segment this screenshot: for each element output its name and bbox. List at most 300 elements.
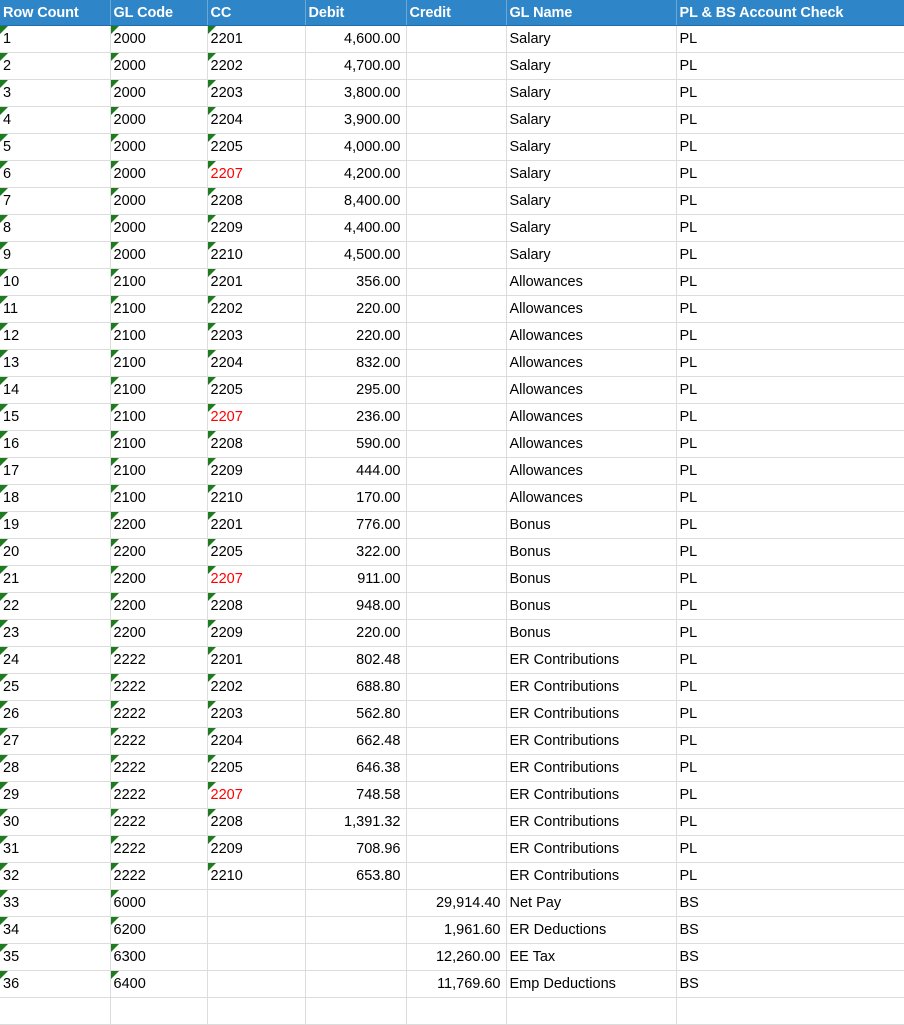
cell-gl-name[interactable]: ER Contributions [506,809,676,836]
cell-debit[interactable]: 832.00 [305,350,406,377]
cell-row-count[interactable]: 27 [0,728,110,755]
cell-row-count[interactable]: 23 [0,620,110,647]
cell-gl-name[interactable]: Bonus [506,620,676,647]
cell-credit[interactable] [406,26,506,53]
table-row[interactable] [0,917,904,944]
cell-credit[interactable] [406,782,506,809]
cell-row-count[interactable]: 34 [0,917,110,944]
cell-gl-code[interactable]: 2222 [110,755,207,782]
cell-pl-bs-account-check[interactable]: PL [676,512,904,539]
table-row[interactable] [0,593,904,620]
cell-cc[interactable]: 2210 [207,242,305,269]
cell-gl-name[interactable]: ER Contributions [506,755,676,782]
cell-gl-name[interactable]: ER Contributions [506,728,676,755]
table-row[interactable] [0,107,904,134]
cell-credit[interactable] [406,701,506,728]
cell-pl-bs-account-check[interactable]: PL [676,485,904,512]
cell-credit[interactable] [406,593,506,620]
cell-pl-bs-account-check[interactable]: PL [676,620,904,647]
cell-debit[interactable] [305,944,406,971]
cell-gl-name[interactable]: Allowances [506,350,676,377]
cell-credit[interactable] [406,377,506,404]
cell-empty[interactable] [110,998,207,1025]
cell-credit[interactable] [406,674,506,701]
table-row[interactable] [0,431,904,458]
cell-debit[interactable]: 590.00 [305,431,406,458]
cell-row-count[interactable]: 7 [0,188,110,215]
cell-debit[interactable]: 444.00 [305,458,406,485]
cell-empty[interactable] [676,998,904,1025]
column-header-pl-bs-account-check[interactable]: PL & BS Account Check [676,0,904,26]
cell-gl-name[interactable]: ER Contributions [506,647,676,674]
cell-pl-bs-account-check[interactable]: PL [676,647,904,674]
cell-row-count[interactable]: 9 [0,242,110,269]
cell-row-count[interactable]: 33 [0,890,110,917]
cell-debit[interactable]: 4,500.00 [305,242,406,269]
cell-pl-bs-account-check[interactable]: PL [676,215,904,242]
cell-gl-name[interactable]: Allowances [506,404,676,431]
cell-gl-code[interactable]: 2200 [110,539,207,566]
cell-row-count[interactable]: 17 [0,458,110,485]
cell-pl-bs-account-check[interactable]: PL [676,809,904,836]
table-row[interactable] [0,404,904,431]
cell-row-count[interactable]: 24 [0,647,110,674]
cell-gl-code[interactable]: 2100 [110,377,207,404]
cell-gl-code[interactable]: 2000 [110,53,207,80]
column-header-gl-name[interactable]: GL Name [506,0,676,26]
cell-gl-name[interactable]: Allowances [506,377,676,404]
cell-credit[interactable] [406,350,506,377]
cell-pl-bs-account-check[interactable]: PL [676,458,904,485]
cell-debit[interactable]: 1,391.32 [305,809,406,836]
cell-credit[interactable] [406,80,506,107]
cell-debit[interactable]: 220.00 [305,323,406,350]
cell-cc[interactable] [207,944,305,971]
cell-cc[interactable]: 2209 [207,458,305,485]
table-row[interactable] [0,80,904,107]
cell-gl-code[interactable]: 2200 [110,512,207,539]
cell-debit[interactable]: 708.96 [305,836,406,863]
cell-gl-name[interactable]: ER Contributions [506,701,676,728]
cell-debit[interactable]: 948.00 [305,593,406,620]
cell-pl-bs-account-check[interactable]: PL [676,674,904,701]
cell-debit[interactable]: 911.00 [305,566,406,593]
cell-credit[interactable] [406,458,506,485]
cell-gl-code[interactable]: 2222 [110,782,207,809]
cell-gl-code[interactable]: 2222 [110,728,207,755]
cell-row-count[interactable]: 36 [0,971,110,998]
cell-cc[interactable]: 2201 [207,26,305,53]
cell-credit[interactable] [406,242,506,269]
cell-debit[interactable]: 4,600.00 [305,26,406,53]
cell-cc[interactable]: 2202 [207,53,305,80]
cell-gl-code[interactable]: 2100 [110,296,207,323]
cell-gl-code[interactable]: 2000 [110,80,207,107]
cell-row-count[interactable]: 18 [0,485,110,512]
cell-gl-code[interactable]: 2222 [110,836,207,863]
cell-gl-code[interactable]: 2200 [110,620,207,647]
cell-row-count[interactable]: 30 [0,809,110,836]
cell-gl-code[interactable]: 2100 [110,323,207,350]
cell-debit[interactable]: 356.00 [305,269,406,296]
cell-gl-code[interactable]: 2000 [110,188,207,215]
cell-gl-code[interactable]: 2200 [110,566,207,593]
cell-row-count[interactable]: 8 [0,215,110,242]
cell-pl-bs-account-check[interactable]: PL [676,431,904,458]
table-row[interactable] [0,377,904,404]
cell-gl-name[interactable]: Salary [506,215,676,242]
cell-gl-name[interactable]: ER Deductions [506,917,676,944]
cell-cc[interactable]: 2210 [207,863,305,890]
cell-debit[interactable]: 776.00 [305,512,406,539]
cell-cc[interactable]: 2208 [207,593,305,620]
cell-pl-bs-account-check[interactable]: PL [676,296,904,323]
cell-row-count[interactable]: 35 [0,944,110,971]
cell-pl-bs-account-check[interactable]: PL [676,539,904,566]
cell-gl-name[interactable]: Salary [506,134,676,161]
cell-gl-name[interactable]: Salary [506,161,676,188]
cell-cc[interactable] [207,890,305,917]
cell-pl-bs-account-check[interactable]: PL [676,863,904,890]
cell-debit[interactable]: 8,400.00 [305,188,406,215]
cell-gl-name[interactable]: Bonus [506,566,676,593]
cell-credit[interactable] [406,431,506,458]
cell-pl-bs-account-check[interactable]: PL [676,26,904,53]
cell-credit[interactable]: 29,914.40 [406,890,506,917]
cell-credit[interactable] [406,539,506,566]
cell-row-count[interactable]: 28 [0,755,110,782]
cell-credit[interactable] [406,485,506,512]
table-row[interactable] [0,971,904,998]
cell-pl-bs-account-check[interactable]: PL [676,377,904,404]
cell-gl-code[interactable]: 2000 [110,242,207,269]
cell-empty[interactable] [506,998,676,1025]
cell-row-count[interactable]: 15 [0,404,110,431]
cell-pl-bs-account-check[interactable]: PL [676,80,904,107]
cell-pl-bs-account-check[interactable]: PL [676,188,904,215]
cell-row-count[interactable]: 6 [0,161,110,188]
cell-gl-name[interactable]: Allowances [506,323,676,350]
cell-debit[interactable]: 220.00 [305,620,406,647]
table-row[interactable] [0,134,904,161]
cell-cc[interactable]: 2201 [207,512,305,539]
cell-credit[interactable] [406,755,506,782]
column-header-cc[interactable]: CC [207,0,305,26]
table-row[interactable] [0,728,904,755]
cell-cc[interactable]: 2203 [207,323,305,350]
table-row[interactable] [0,53,904,80]
cell-gl-name[interactable]: ER Contributions [506,863,676,890]
cell-empty[interactable] [207,998,305,1025]
cell-cc[interactable]: 2202 [207,296,305,323]
cell-credit[interactable] [406,809,506,836]
cell-gl-name[interactable]: Salary [506,80,676,107]
cell-debit[interactable]: 220.00 [305,296,406,323]
cell-debit[interactable] [305,890,406,917]
cell-gl-code[interactable]: 2100 [110,404,207,431]
cell-gl-code[interactable]: 2000 [110,26,207,53]
cell-pl-bs-account-check[interactable]: PL [676,701,904,728]
cell-cc[interactable]: 2204 [207,728,305,755]
cell-debit[interactable]: 562.80 [305,701,406,728]
cell-gl-name[interactable]: Salary [506,107,676,134]
cell-gl-name[interactable]: Salary [506,26,676,53]
cell-pl-bs-account-check[interactable]: BS [676,971,904,998]
table-row[interactable] [0,836,904,863]
cell-row-count[interactable]: 4 [0,107,110,134]
cell-row-count[interactable]: 12 [0,323,110,350]
cell-debit[interactable]: 4,000.00 [305,134,406,161]
cell-cc[interactable]: 2201 [207,647,305,674]
cell-row-count[interactable]: 31 [0,836,110,863]
cell-row-count[interactable]: 13 [0,350,110,377]
cell-cc[interactable] [207,971,305,998]
table-row[interactable] [0,350,904,377]
cell-pl-bs-account-check[interactable]: PL [676,566,904,593]
table-row[interactable] [0,620,904,647]
cell-pl-bs-account-check[interactable]: PL [676,404,904,431]
cell-credit[interactable] [406,269,506,296]
cell-cc[interactable]: 2209 [207,620,305,647]
cell-gl-code[interactable]: 6300 [110,944,207,971]
cell-gl-name[interactable]: Allowances [506,458,676,485]
cell-debit[interactable]: 688.80 [305,674,406,701]
cell-gl-name[interactable]: ER Contributions [506,836,676,863]
cell-row-count[interactable]: 21 [0,566,110,593]
cell-cc[interactable]: 2207 [207,782,305,809]
cell-row-count[interactable]: 5 [0,134,110,161]
cell-row-count[interactable]: 11 [0,296,110,323]
cell-cc[interactable]: 2208 [207,809,305,836]
cell-credit[interactable] [406,188,506,215]
cell-pl-bs-account-check[interactable]: PL [676,755,904,782]
cell-gl-name[interactable]: Salary [506,242,676,269]
cell-debit[interactable] [305,917,406,944]
cell-credit[interactable] [406,107,506,134]
cell-pl-bs-account-check[interactable]: PL [676,728,904,755]
cell-pl-bs-account-check[interactable]: PL [676,53,904,80]
table-row[interactable] [0,674,904,701]
cell-credit[interactable] [406,161,506,188]
cell-gl-name[interactable]: Salary [506,188,676,215]
cell-debit[interactable]: 646.38 [305,755,406,782]
cell-gl-name[interactable]: ER Contributions [506,674,676,701]
cell-row-count[interactable]: 25 [0,674,110,701]
cell-gl-code[interactable]: 2100 [110,350,207,377]
table-row[interactable] [0,755,904,782]
cell-gl-name[interactable]: EE Tax [506,944,676,971]
cell-pl-bs-account-check[interactable]: PL [676,107,904,134]
cell-gl-code[interactable]: 2222 [110,863,207,890]
table-row[interactable] [0,512,904,539]
cell-cc[interactable]: 2205 [207,755,305,782]
cell-credit[interactable] [406,620,506,647]
cell-gl-code[interactable]: 2222 [110,674,207,701]
table-row[interactable] [0,809,904,836]
cell-gl-code[interactable]: 6200 [110,917,207,944]
cell-gl-name[interactable]: Allowances [506,269,676,296]
table-row[interactable] [0,863,904,890]
cell-debit[interactable]: 3,900.00 [305,107,406,134]
cell-row-count[interactable]: 22 [0,593,110,620]
cell-cc[interactable]: 2209 [207,836,305,863]
cell-credit[interactable] [406,134,506,161]
cell-gl-name[interactable]: Bonus [506,593,676,620]
cell-cc[interactable] [207,917,305,944]
cell-gl-code[interactable]: 2000 [110,107,207,134]
cell-row-count[interactable]: 29 [0,782,110,809]
cell-credit[interactable]: 11,769.60 [406,971,506,998]
cell-row-count[interactable]: 20 [0,539,110,566]
cell-cc[interactable]: 2202 [207,674,305,701]
table-row[interactable] [0,458,904,485]
cell-gl-code[interactable]: 6000 [110,890,207,917]
cell-gl-name[interactable]: Bonus [506,512,676,539]
cell-pl-bs-account-check[interactable]: PL [676,350,904,377]
cell-gl-code[interactable]: 2100 [110,458,207,485]
cell-credit[interactable] [406,215,506,242]
column-header-row-count[interactable]: Row Count [0,0,110,26]
cell-debit[interactable]: 748.58 [305,782,406,809]
cell-credit[interactable] [406,404,506,431]
cell-credit[interactable] [406,566,506,593]
column-header-debit[interactable]: Debit [305,0,406,26]
cell-debit[interactable]: 4,200.00 [305,161,406,188]
cell-row-count[interactable]: 10 [0,269,110,296]
cell-pl-bs-account-check[interactable]: BS [676,890,904,917]
table-row[interactable] [0,701,904,728]
table-row[interactable] [0,26,904,53]
cell-credit[interactable] [406,728,506,755]
table-row[interactable] [0,566,904,593]
table-row[interactable] [0,242,904,269]
cell-gl-name[interactable]: Allowances [506,485,676,512]
cell-gl-code[interactable]: 2222 [110,647,207,674]
cell-credit[interactable]: 1,961.60 [406,917,506,944]
table-row[interactable] [0,323,904,350]
cell-pl-bs-account-check[interactable]: BS [676,944,904,971]
cell-credit[interactable] [406,647,506,674]
cell-empty[interactable] [305,998,406,1025]
table-row[interactable] [0,296,904,323]
column-header-credit[interactable]: Credit [406,0,506,26]
cell-cc[interactable]: 2205 [207,377,305,404]
cell-gl-name[interactable]: Bonus [506,539,676,566]
cell-row-count[interactable]: 32 [0,863,110,890]
cell-gl-name[interactable]: Allowances [506,431,676,458]
cell-credit[interactable] [406,323,506,350]
cell-pl-bs-account-check[interactable]: PL [676,836,904,863]
cell-cc[interactable]: 2203 [207,80,305,107]
cell-row-count[interactable]: 26 [0,701,110,728]
cell-empty[interactable] [0,998,110,1025]
cell-cc[interactable]: 2209 [207,215,305,242]
cell-gl-code[interactable]: 2100 [110,485,207,512]
cell-gl-name[interactable]: Allowances [506,296,676,323]
cell-pl-bs-account-check[interactable]: PL [676,161,904,188]
cell-gl-code[interactable]: 2100 [110,431,207,458]
cell-cc[interactable]: 2208 [207,431,305,458]
cell-cc[interactable]: 2207 [207,161,305,188]
table-row[interactable] [0,188,904,215]
cell-cc[interactable]: 2207 [207,566,305,593]
cell-credit[interactable] [406,53,506,80]
cell-cc[interactable]: 2205 [207,539,305,566]
cell-credit[interactable] [406,836,506,863]
cell-row-count[interactable]: 2 [0,53,110,80]
cell-debit[interactable]: 295.00 [305,377,406,404]
cell-credit[interactable] [406,863,506,890]
cell-debit[interactable]: 322.00 [305,539,406,566]
cell-gl-code[interactable]: 2100 [110,269,207,296]
table-row[interactable] [0,215,904,242]
cell-gl-code[interactable]: 2000 [110,161,207,188]
cell-pl-bs-account-check[interactable]: PL [676,323,904,350]
cell-row-count[interactable]: 16 [0,431,110,458]
cell-cc[interactable]: 2203 [207,701,305,728]
cell-cc[interactable]: 2204 [207,350,305,377]
cell-gl-name[interactable]: Net Pay [506,890,676,917]
cell-debit[interactable]: 4,700.00 [305,53,406,80]
cell-cc[interactable]: 2207 [207,404,305,431]
cell-debit[interactable]: 4,400.00 [305,215,406,242]
table-row[interactable] [0,890,904,917]
cell-credit[interactable] [406,296,506,323]
cell-pl-bs-account-check[interactable]: PL [676,593,904,620]
cell-gl-code[interactable]: 2000 [110,215,207,242]
cell-gl-code[interactable]: 2000 [110,134,207,161]
table-row[interactable] [0,539,904,566]
cell-cc[interactable]: 2210 [207,485,305,512]
cell-pl-bs-account-check[interactable]: PL [676,242,904,269]
cell-row-count[interactable]: 3 [0,80,110,107]
cell-row-count[interactable]: 14 [0,377,110,404]
cell-gl-code[interactable]: 6400 [110,971,207,998]
cell-cc[interactable]: 2204 [207,107,305,134]
table-row[interactable] [0,647,904,674]
cell-pl-bs-account-check[interactable]: PL [676,782,904,809]
cell-debit[interactable] [305,971,406,998]
cell-row-count[interactable]: 19 [0,512,110,539]
table-row[interactable] [0,485,904,512]
cell-gl-code[interactable]: 2222 [110,809,207,836]
cell-row-count[interactable]: 1 [0,26,110,53]
cell-gl-code[interactable]: 2200 [110,593,207,620]
table-row[interactable] [0,782,904,809]
cell-debit[interactable]: 236.00 [305,404,406,431]
cell-cc[interactable]: 2208 [207,188,305,215]
cell-gl-name[interactable]: ER Contributions [506,782,676,809]
cell-debit[interactable]: 3,800.00 [305,80,406,107]
cell-gl-name[interactable]: Emp Deductions [506,971,676,998]
cell-empty[interactable] [406,998,506,1025]
cell-gl-code[interactable]: 2222 [110,701,207,728]
cell-gl-name[interactable]: Salary [506,53,676,80]
cell-credit[interactable]: 12,260.00 [406,944,506,971]
cell-pl-bs-account-check[interactable]: BS [676,917,904,944]
cell-cc[interactable]: 2205 [207,134,305,161]
table-row[interactable] [0,944,904,971]
cell-credit[interactable] [406,512,506,539]
cell-cc[interactable]: 2201 [207,269,305,296]
table-row[interactable] [0,161,904,188]
cell-pl-bs-account-check[interactable]: PL [676,134,904,161]
cell-debit[interactable]: 802.48 [305,647,406,674]
column-header-gl-code[interactable]: GL Code [110,0,207,26]
cell-debit[interactable]: 662.48 [305,728,406,755]
table-row[interactable] [0,269,904,296]
cell-pl-bs-account-check[interactable]: PL [676,269,904,296]
